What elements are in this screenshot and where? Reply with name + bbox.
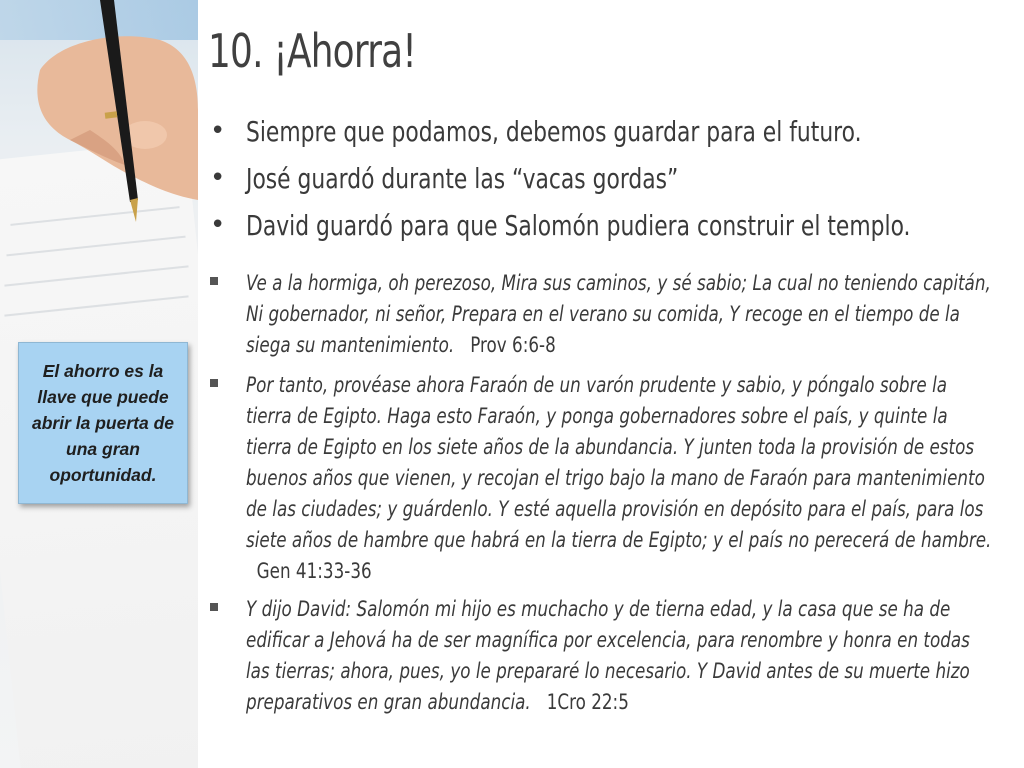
- scripture-quote: Por tanto, provéase ahora Faraón de un varón prudente y sabio, y póngalo sobre la tierra de Egipto. Haga esto Faraón, y ponga gobernadores sobre el país, y quinte la tierra de Egipto en los siete años de la abundancia. Y junten toda la provisión de estos buenos años que vienen, y recojan el trigo bajo la mano de Faraón para mantenimiento de las ciudades; y guárdenlo. Y esté aquella provisión en depósito para el país, para los siete años de hambre que habrá en la tierra de Egipto; y el país no perecerá de hambre.: [246, 373, 992, 553]
- main-bullet-item: [208, 155, 1018, 202]
- scripture-item: [208, 370, 1018, 592]
- square-bullet-icon: [210, 277, 218, 285]
- callout-text: El ahorro es la llave que puede abrir la puerta de una gran oportunidad.: [32, 361, 174, 485]
- main-bullet-item: [208, 108, 1018, 155]
- scripture-reference: Gen 41:33-36: [246, 559, 372, 584]
- main-bullet-list: [208, 108, 1018, 249]
- scripture-quote: Y dijo David: Salomón mi hijo es muchacho y de tierna edad, y la casa que se ha de edificar a Jehová ha de ser magnífica por excelencia, para renombre y honra en todas las tierras; ahora, pues, yo le prepararé lo necesario. Y David antes de su muerte hizo preparativos en gran abundancia.: [246, 597, 970, 715]
- scripture-text: [246, 370, 995, 587]
- square-bullet-icon: [210, 603, 218, 611]
- scripture-list: [208, 268, 1018, 720]
- bullet-dot-icon: •: [210, 210, 226, 240]
- pen-nib: [130, 198, 138, 222]
- bullet-dot-icon: •: [210, 163, 226, 193]
- main-bullet-text: José guardó durante las “vacas gordas”: [246, 162, 679, 195]
- slide-title: 10. ¡Ahorra!: [208, 24, 416, 78]
- bullet-dot-icon: •: [210, 116, 226, 146]
- scripture-item: [208, 268, 1018, 368]
- hand-pen-icon: [0, 0, 198, 260]
- scripture-quote: Ve a la hormiga, oh perezoso, Mira sus caminos, y sé sabio; La cual no teniendo capitán, Ni gobernador, ni señor, Prepara en el verano su comida, Y recoge en el tiempo de la siega su mantenimiento.: [246, 271, 991, 358]
- scripture-reference: 1Cro 22:5: [536, 690, 629, 715]
- scripture-text: [246, 268, 995, 361]
- scripture-text: [246, 594, 995, 718]
- callout-box: [18, 342, 188, 504]
- scripture-reference: Prov 6:6-8: [459, 333, 556, 358]
- main-bullet-item: [208, 202, 1018, 249]
- main-bullet-text: Siempre que podamos, debemos guardar para el futuro.: [246, 115, 862, 148]
- main-bullet-text: David guardó para que Salomón pudiera construir el templo.: [246, 209, 911, 242]
- square-bullet-icon: [210, 379, 218, 387]
- scripture-item: [208, 594, 1018, 718]
